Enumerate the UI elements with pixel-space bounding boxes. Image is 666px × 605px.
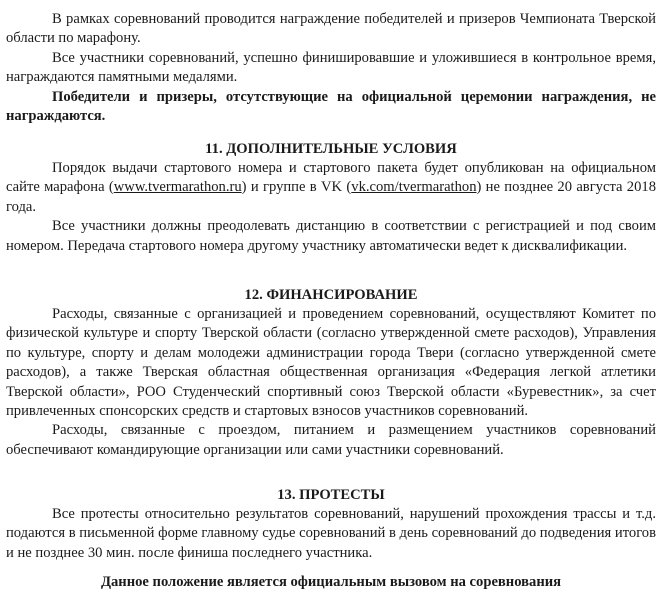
start-number-text-3: ) не позднее 20 августа 2018 года. — [6, 179, 656, 215]
awards-section — [6, 10, 656, 126]
start-number-paragraph — [6, 159, 656, 217]
section-12-body — [6, 305, 656, 460]
section-11-heading: 11. ДОПОЛНИТЕЛЬНЫЕ УСЛОВИЯ — [205, 141, 457, 157]
start-number-text-1: Порядок выдачи стартового номера и стартового пакета будет опубликован на официальном сайте марафона ( — [6, 160, 656, 196]
absent-winners-paragraph: Победители и призеры, отсутствующие на официальной церемонии награждения, не награждаются. — [6, 88, 656, 125]
funding-paragraph: Расходы, связанные с организацией и проведением соревнований, осуществляют Комитет по физической культуре и спорту Тверской области (согласно утвержденной смете расходов), Управления по культуре, спорту и делам молодежи администрации города Твери (согласно утвержденной смете расходов), а также Тверская областная общественная организация «Федерация легкой атлетики Тверской области», РОО Студенческий спортивный союз Тверской области «Буревестник», за счет привлеченных спонсорских средств и стартовых взносов участников соревнований. — [6, 306, 656, 420]
start-number-text-2: ) и группе в VK ( — [241, 179, 352, 196]
section-13-heading: 13. ПРОТЕСТЫ — [277, 487, 385, 503]
travel-expenses-paragraph: Расходы, связанные с проездом, питанием и размещением участников соревнований обеспечивают командирующие организации или сами участники соревнований. — [6, 422, 656, 458]
registration-paragraph: Все участники должны преодолевать дистанцию в соответствии с регистрацией и под своим номером. Передача стартового номера другому участнику автоматически ведет к дисквалификации. — [6, 218, 656, 254]
protests-paragraph: Все протесты относительно результатов соревнований, нарушений прохождения трассы и т.д. подаются в письменной форме главному судье соревнований в день соревнований до подведения итогов и не позднее 30 мин. после финиша последнего участника. — [6, 506, 656, 561]
section-12-heading: 12. ФИНАНСИРОВАНИЕ — [244, 287, 418, 303]
section-13-body — [6, 505, 656, 563]
vk-link[interactable]: vk.com/tvermarathon — [351, 179, 477, 196]
awards-paragraph: В рамках соревнований проводится награждение победителей и призеров Чемпионата Тверской области по марафону. — [6, 11, 656, 47]
section-11-body — [6, 159, 656, 256]
official-invitation-line: Данное положение является официальным вызовом на соревнования — [100, 574, 562, 590]
website-link[interactable]: www.tvermarathon.ru — [113, 179, 242, 196]
medals-paragraph: Все участники соревнований, успешно финишировавшие и уложившиеся в контрольное время, награждаются памятными медалями. — [6, 49, 656, 86]
